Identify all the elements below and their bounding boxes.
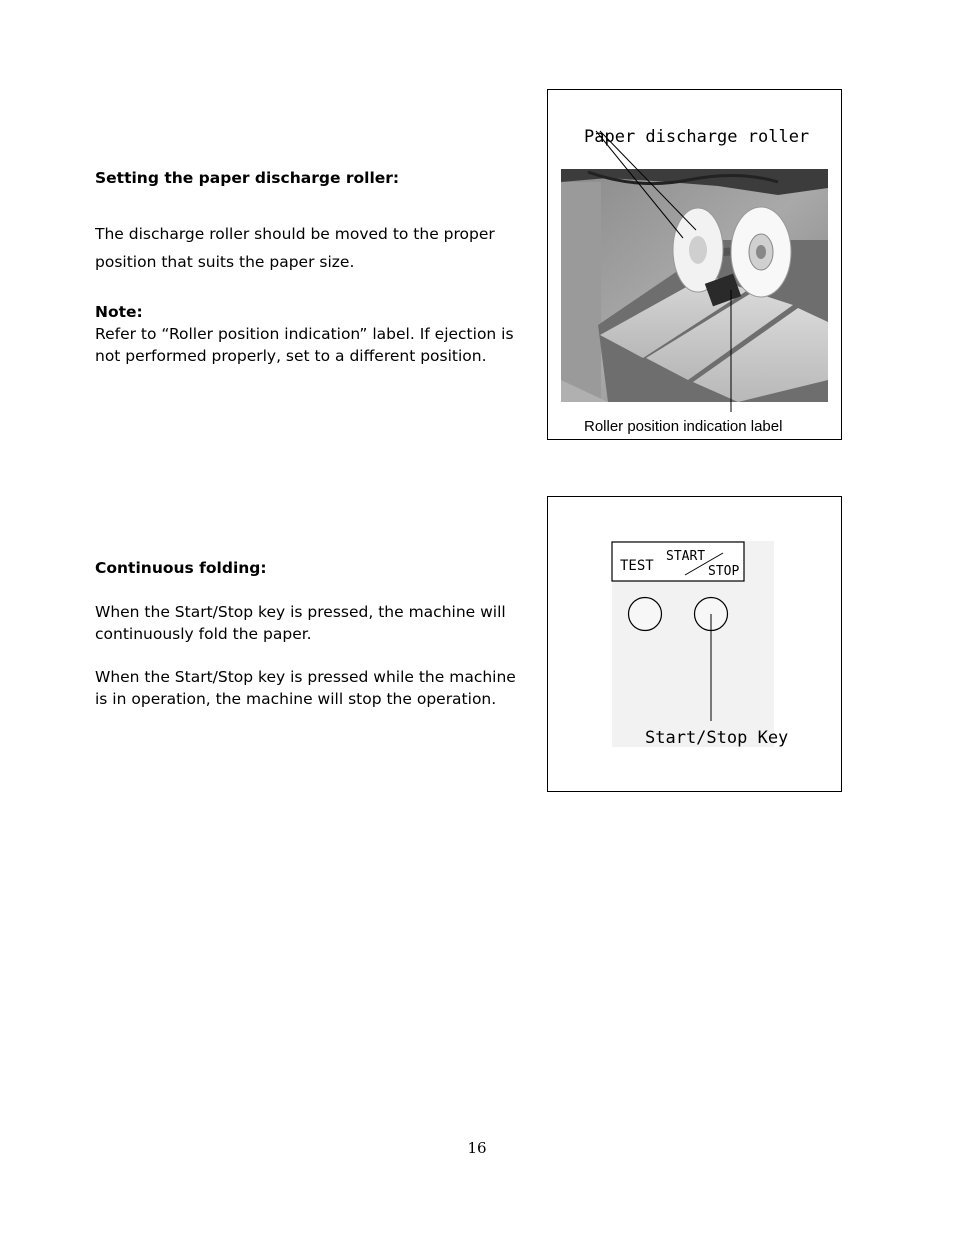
body-text-line: The discharge roller should be moved to the proper xyxy=(95,225,495,243)
body-text-line: When the Start/Stop key is pressed while the machine xyxy=(95,668,516,686)
panel-label-stop: STOP xyxy=(708,564,740,579)
roller-photo-illustration xyxy=(548,90,841,439)
note-text-line: Refer to “Roller position indication” label. If ejection is xyxy=(95,325,514,343)
test-key-button xyxy=(629,598,662,631)
panel-label-test: TEST xyxy=(620,558,654,574)
page-number: 16 xyxy=(467,1139,487,1157)
body-text-line: is in operation, the machine will stop the operation. xyxy=(95,690,497,708)
figure-start-stop-key xyxy=(547,496,842,792)
body-text-line: continuously fold the paper. xyxy=(95,625,312,643)
section-heading-continuous-folding: Continuous folding: xyxy=(95,559,267,577)
note-text-line: not performed properly, set to a different position. xyxy=(95,347,487,365)
figure-discharge-roller xyxy=(547,89,842,440)
section-heading-discharge-roller: Setting the paper discharge roller: xyxy=(95,169,400,187)
note-heading: Note: xyxy=(95,303,143,321)
body-text-line: When the Start/Stop key is pressed, the machine will xyxy=(95,603,506,621)
panel-label-start: START xyxy=(666,549,706,564)
control-panel-illustration xyxy=(548,497,841,791)
caption-roller-position-label: Roller position indication label xyxy=(584,418,783,435)
caption-paper-discharge-roller: Paper discharge roller xyxy=(584,127,810,147)
caption-start-stop-key: Start/Stop Key xyxy=(645,728,789,748)
body-text-line: position that suits the paper size. xyxy=(95,253,355,271)
